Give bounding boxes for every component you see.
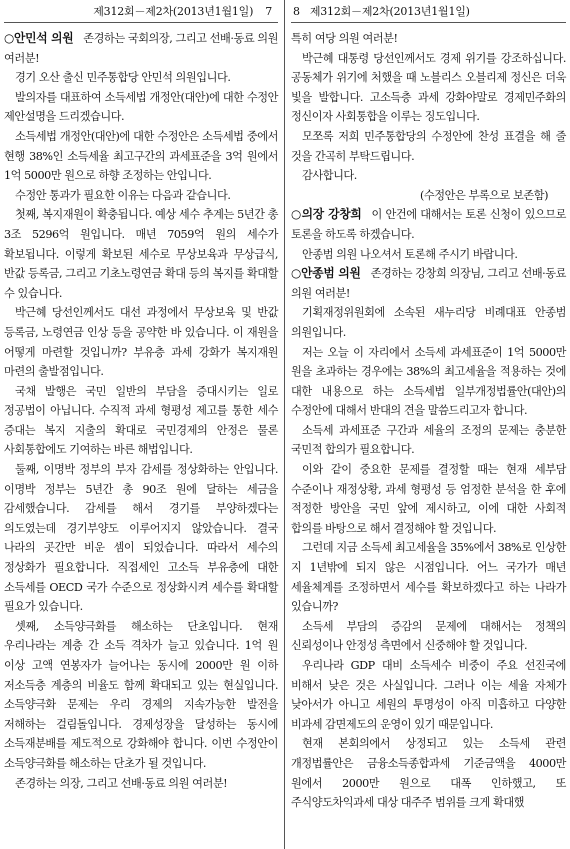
speaker-circle-icon: ○ (4, 31, 14, 45)
speech-paragraph: 발의자를 대표하여 소득세법 개정안(대안)에 대한 수정안 제안설명을 드리겠습니다. (4, 90, 278, 124)
speech-paragraph: 특히 여당 의원 여러분! (291, 32, 398, 45)
speaker-name (4, 31, 73, 45)
editorial-note: (수정안은 부록으로 보존함) (420, 188, 548, 202)
speech-paragraph: 셋째, 소득양극화를 해소하는 단초입니다. 현재 우리나라는 계층 간 소득 격차가 늘고 있습니다. 1억 원 이상 고액 연봉자가 늘어나는 동시에 2000만 원 이하 저소득층 계층의 비율도 함께 확대되고 있는 현실입니다. 소득양극화 문제는 우리 경제의 지속가능한 발전을 저해하는 걸림돌입니다. 경제성장을 달성하는 동시에 소득재분배를 제도적으로 강화해야 합니다. 이번 수정안이 소득양극화를 해소하는 단초가 될 것입니다. (4, 619, 278, 770)
speech-paragraph: 존경하는 의장, 그리고 선배·동료 의원 여러분! (15, 776, 228, 790)
speech-paragraph: 소득세 과세표준 구간과 세율의 조정의 문제는 충분한 국민적 합의가 필요합니다. (291, 423, 566, 457)
speech-paragraph: 우리나라 GDP 대비 소득세수 비중이 주요 선진국에 비해서 낮은 것은 사실입니다. 그러나 이는 세율 자체가 낮아서가 아니고 세원의 투명성이 아직 미흡하고 다양한 비과세 감면제도의 운영이 있기 때문입니다. (291, 659, 566, 731)
speaker-paragraph (291, 264, 566, 303)
speech-paragraph: 이와 같이 중요한 문제를 결정할 때는 현재 세부담 수준이나 재정상황, 과세 형평성 등 엄정한 분석을 한 후에 적정한 방안을 국민 앞에 제시하고, 이에 대한 사회적 합의를 바탕으로 해서 결정해야 할 것입니다. (291, 463, 566, 535)
speech-paragraph: 국채 발행은 국민 일반의 부담을 증대시키는 일로 정공법이 아닙니다. 수직적 과세 형평성 제고를 통한 세수 증대는 복지 지출의 확대로 국민경제의 안정은 물론 사회통합에도 기여하는 바른 해법입니다. (4, 384, 278, 457)
speech-text: 존경하는 국회의장, 그리고 선배·동료 의원 여러분! (4, 32, 279, 65)
page-header (291, 0, 566, 22)
speech-paragraph: 현재 본회의에서 상정되고 있는 소득세 관련 개정법률안은 금융소득종합과세 기준금액을 4000만 원에서 2000만 원으로 대폭 인하했고, 또 주식양도차익과세 대상 대주주 범위를 크게 확대했 (291, 737, 566, 810)
speaker-name-text: 안민석 의원 (14, 31, 74, 45)
speaker-name-text: 안종범 의원 (301, 266, 361, 281)
right-body-text (291, 29, 566, 813)
page-number: 8 (293, 4, 300, 18)
header-rule (291, 22, 566, 23)
speech-paragraph: 그런데 지금 소득세 최고세율을 35%에서 38%로 인상한 지 1년밖에 되지 않은 시점입니다. 어느 국가가 매년 세율체계를 조정하면서 세수를 확보하겠다고 하는 나라가 있습니까? (291, 541, 566, 614)
page-header (4, 0, 278, 22)
header-rule (4, 22, 278, 23)
speech-paragraph: 경기 오산 출신 민주통합당 안민석 의원입니다. (15, 71, 231, 85)
speech-paragraph: 소득세법 개정안(대안)에 대한 수정안은 소득세법 중에서 현행 38%인 소득세율 최고구간의 과세표준을 3억 원에서 1억 5000만 원으로 하향 조정하는 안입니다. (4, 129, 278, 183)
session-title: 제312회－제2차(2013년1월1일) (309, 5, 470, 18)
speech-text: 존경하는 강창희 의장님, 그리고 선배·동료 의원 여러분! (291, 267, 566, 300)
speech-paragraph: 둘째, 이명박 정부의 부자 감세를 정상화하는 안입니다. 이명박 정부는 5년간 총 90조 원에 달하는 세금을 감세했습니다. 감세를 해서 경기를 부양하겠다는 의도였는데 경기부양도 이루어지지 않았습니다. 결국 나라의 곳간만 비운 셈이 되었습니다. 따라서 세수의 정상화가 필요합니다. 직접세인 고소득 부유층에 대한 소득세를 OECD 국가 수준으로 정상화시켜 세수를 확대할 필요가 있습니다. (4, 463, 278, 614)
speech-paragraph: 박근혜 당선인께서도 대선 과정에서 무상보육 및 반값 등록금, 노령연금 인상 등을 공약한 바 있습니다. 이 재원을 어떻게 마련할 것입니까? 부유층 과세 강화가 복지재원 마련의 출발점입니다. (4, 306, 278, 379)
speech-paragraph: 첫째, 복지재원이 확충됩니다. 예상 세수 추계는 5년간 총 3조 5296억 원입니다. 매년 7059억 원의 세수가 확보됩니다. 이렇게 확보된 세수로 무상보육과 무상급식, 반값 등록금, 그리고 기초노령연금 확대 등의 복지를 확대할 수 있습니다. (4, 208, 278, 300)
speech-paragraph: 감사합니다. (302, 169, 357, 183)
speech-paragraph: 소득세 부담의 증감의 문제에 대해서는 정책의 신뢰성이나 안정성 측면에서 신중해야 할 것입니다. (291, 619, 566, 653)
speech-paragraph: 저는 오늘 이 자리에서 소득세 과세표준이 1억 5000만 원을 초과하는 경우에는 38%의 최고세율을 적용하는 것에 대한 내용으로 하는 소득세법 일부개정법률안(대안)의 수정안에 대해서 반대의 견을 말씀드리고자 합니다. (291, 345, 566, 418)
column-divider (284, 0, 285, 849)
page-8-column (289, 0, 570, 849)
speaker-paragraph (291, 205, 566, 244)
speech-paragraph: 기획재정위원회에 소속된 새누리당 비례대표 안종범 의원입니다. (291, 306, 566, 339)
speech-paragraph: 수정안 통과가 필요한 이유는 다음과 같습니다. (15, 188, 231, 202)
speaker-name (291, 266, 361, 280)
speech-text: 이 안건에 대해서는 토론 신청이 있으므로 토론을 하도록 하겠습니다. (291, 208, 566, 241)
speech-paragraph: 박근혜 대통령 당선인께서도 경제 위기를 강조하십니다. 공동체가 위기에 처했을 때 노블리스 오블리제 정신은 더욱 빛을 발합니다. 고소득층 과세 강화야말로 경제민주화의 정신이자 사회통합을 이루는 징도입니다. (291, 51, 566, 124)
session-title: 제312회－제2차(2013년1월1일) (93, 5, 254, 18)
speech-paragraph: 안종범 의원 나오셔서 토론해 주시기 바랍니다. (302, 247, 518, 261)
speaker-circle-icon: ○ (291, 207, 302, 222)
page-number: 7 (265, 4, 272, 18)
page-7-column (0, 0, 280, 849)
left-body-text (4, 29, 278, 793)
speech-paragraph: 모쪼록 저희 민주통합당의 수정안에 찬성 표결을 해 줄 것을 간곡히 부탁드립니다. (291, 129, 566, 163)
speaker-name (291, 207, 361, 221)
speaker-name-text: 의장 강창희 (301, 207, 362, 222)
speaker-circle-icon: ○ (291, 266, 302, 281)
speaker-paragraph (4, 29, 278, 68)
